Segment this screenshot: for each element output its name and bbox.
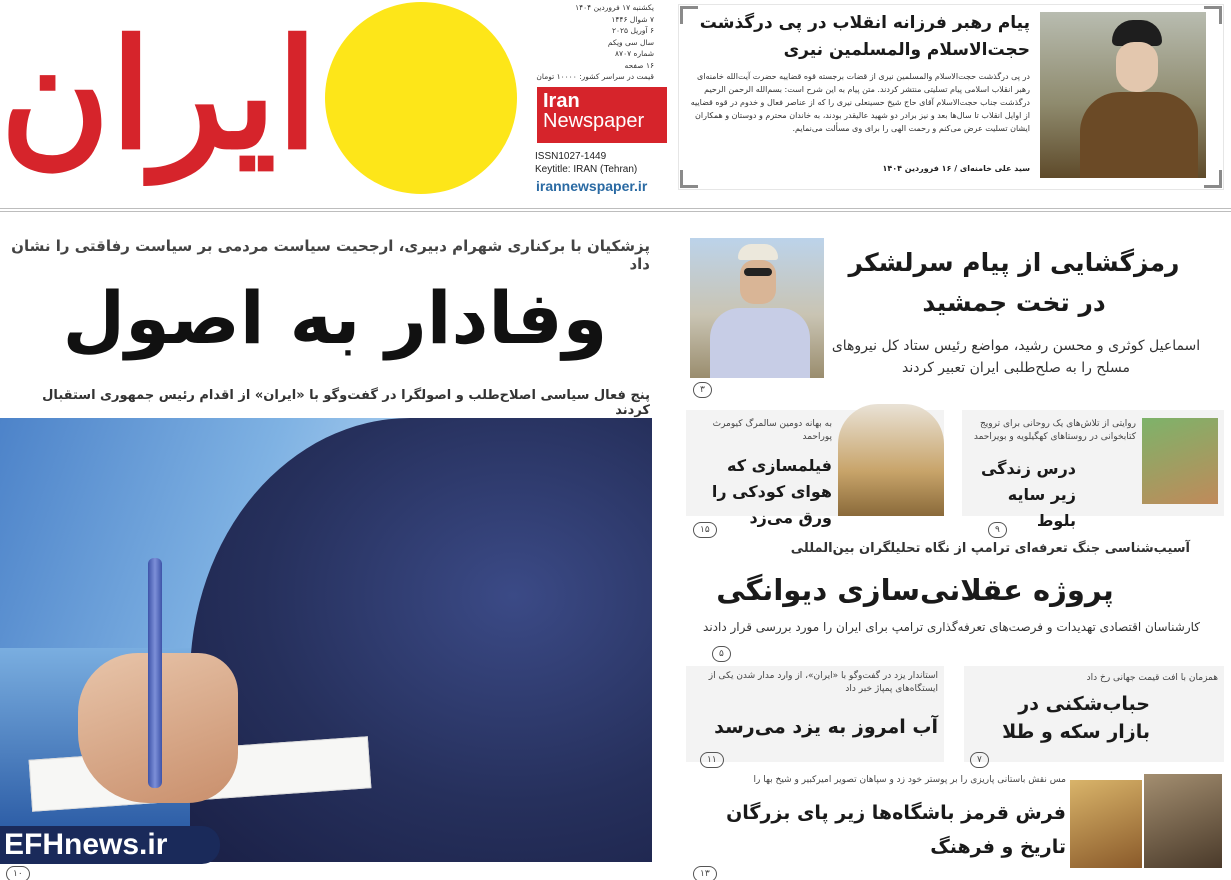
frame-corner-icon [1204,170,1222,188]
story-subtitle: کارشناسان اقتصادی تهدیدات و فرصت‌های تعرفه‌گذاری ترامپ برای ایران را مورد بررسی قرار دادند [703,620,1200,634]
robe-shape [1080,92,1198,178]
story-photo [1144,774,1222,868]
website-link[interactable]: irannewspaper.ir [536,178,648,194]
page-ref: ۳ [693,382,712,398]
date-line: ۶ آوریل ۲۰۲۵ [611,26,654,35]
issn-number: ISSN1027-1449 [535,151,607,162]
date-line: ۷ شوال ۱۴۴۶ [611,14,654,24]
story-title[interactable]: پروژه عقلانی‌سازی دیوانگی [716,573,1114,607]
story-kicker: همزمان با افت قیمت جهانی رخ داد [1086,673,1218,683]
story-kicker: مس نقش باستانی پاریزی را بر پوستر خود زد و سپاهان تصویر امیرکبیر و شیخ بها را [753,775,1066,785]
date-line: یکشنبه ۱۷ فروردین ۱۴۰۴ [575,3,654,12]
badge-line-2: Newspaper [543,110,645,132]
page-ref: ۱۰ [6,866,30,880]
iran-newspaper-badge [537,87,667,143]
page-ref: ۵ [712,646,731,662]
price-line: قیمت در سراسر کشور: ۱۰۰۰۰ تومان [536,72,654,81]
pen-icon [148,558,162,788]
badge-line-1: Iran [543,90,580,112]
story-title[interactable]: فرش قرمز باشگاه‌ها زیر پای بزرگان تاریخ و فرهنگ [726,802,1066,858]
face-shape [1116,42,1158,92]
date-line: سال سی ویکم [607,37,654,47]
story-kicker: استاندار یزد در گفت‌وگو با «ایران»، از وارد مدار شدن یکی از ایستگاه‌های پمپاژ خبر داد [708,671,938,694]
page-ref: ۱۱ [700,752,724,768]
story-kicker: آسیب‌شناسی جنگ تعرفه‌ای ترامپ از نگاه تحلیلگران بین‌المللی [790,541,1190,556]
lead-title[interactable]: پیام رهبر فرزانه انقلاب در پی درگذشت حجت‌الاسلام والمسلمین نیری [699,13,1030,60]
issue-dates [530,2,654,83]
cap-shape [738,244,778,260]
story-photo [690,238,824,378]
sun-emblem [325,2,517,194]
page-ref: ۱۳ [693,866,717,880]
story-kicker: روایتی از تلاش‌های یک روحانی برای ترویج کتابخوانی در روستاهای کهگیلویه و بویراحمد [973,419,1136,442]
keytitle: Keytitle: IRAN (Tehran) [535,164,638,175]
date-line: ۱۶ صفحه [624,60,654,70]
lead-photo [1040,12,1206,178]
story-kicker: به بهانه دومین سالمرگ کیومرث پوراحمد [712,419,832,442]
story-title[interactable]: رمزگشایی از پیام سرلشکر در تخت جمشید [848,248,1180,317]
story-subtitle: اسماعیل کوثری و محسن رشید، مواضع رئیس ستاد کل نیروهای مسلح را به صلح‌طلبی ایران تعبیر کردند [831,338,1201,376]
date-line: شماره ۸۷۰۷ [615,49,654,58]
lead-body: در پی درگذشت حجت‌الاسلام والمسلمین نیری از قضات برجسته قوه قضاییه حضرت آیت‌الله خامنه‌ای رهبر انقلاب اسلامی پیام تسلیتی منتشر کردند. متن پیام به این شرح است: بسم‌الله الرحمن الرحیم درگذشت جناب حجت‌الاسلام آقای حاج شیخ حسینعلی نیری را که از عناصر فعال و خدوم در قوه قضاییه از اوایل انقلاب تا سال‌ها بعد و نیز برادر دو شهید عالیقدر بودند، به خاندان محترم و دوستان و همکاران ایشان تسلیت عرض می‌کنم و رحمت الهی را برای وی مسألت می‌نمایم. [690,72,1030,133]
page-ref: ۱۵ [693,522,717,538]
masthead-divider [0,208,1231,212]
sunglasses-icon [744,268,772,276]
story-photo [838,404,944,516]
newspaper-logo: ایران [0,7,319,183]
story-title[interactable]: حباب‌شکنی در بازار سکه و طلا [1002,693,1150,743]
watermark-logo: EFHnews.ir [0,826,220,864]
main-kicker: پزشکیان با برکناری شهرام دبیری، ارجحیت سیاست مردمی بر سیاست رفاقتی را نشان داد [11,237,650,273]
story-title[interactable]: درس زندگی زیر سایه بلوط [980,459,1076,530]
page-ref: ۷ [970,752,989,768]
story-photo [1070,780,1142,868]
story-title[interactable]: فیلمسازی که هوای کودکی را ورق می‌زد [711,456,832,527]
page-ref: ۹ [988,522,1007,538]
main-deck: پنج فعال سیاسی اصلاح‌طلب و اصولگرا در گفت‌وگو با «ایران» از اقدام رئیس جمهوری استقبال کردند [42,388,650,418]
main-photo [0,418,652,862]
face-shape [740,260,776,304]
shirt-shape [710,308,810,378]
issn-block [535,150,637,176]
frame-corner-icon [1204,6,1222,24]
main-headline[interactable]: وفادار به اصول [62,276,608,360]
story-photo [1142,418,1218,504]
story-title[interactable]: آب امروز به یزد می‌رسد [714,716,938,738]
lead-signature: سید علی خامنه‌ای / ۱۶ فروردین ۱۴۰۴ [882,164,1030,173]
